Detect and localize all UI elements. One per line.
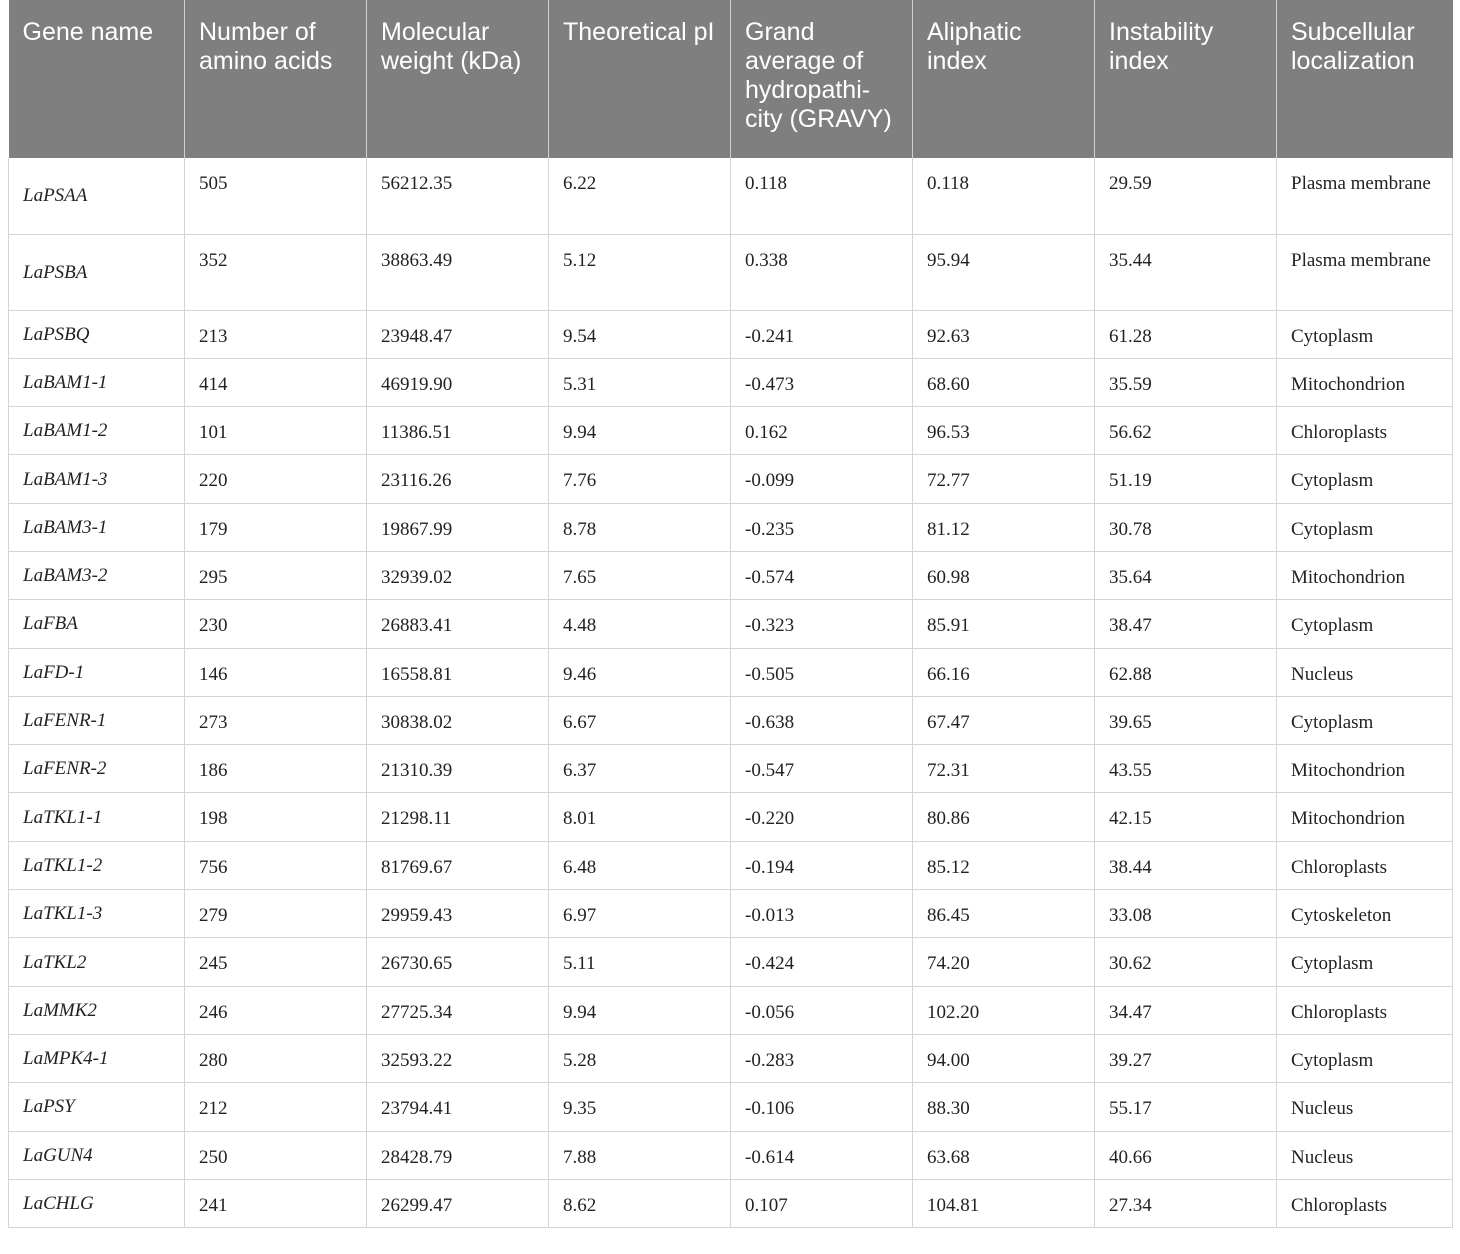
cell-gravy: -0.574 bbox=[731, 551, 913, 599]
cell-gene-name: LaFBA bbox=[9, 600, 185, 648]
cell-amino-acids: 352 bbox=[185, 234, 367, 310]
cell-instability-index: 27.34 bbox=[1095, 1179, 1277, 1227]
cell-theoretical-pi: 8.78 bbox=[549, 503, 731, 551]
cell-gravy: -0.241 bbox=[731, 310, 913, 358]
cell-amino-acids: 279 bbox=[185, 890, 367, 938]
cell-theoretical-pi: 5.31 bbox=[549, 358, 731, 406]
cell-aliphatic-index: 72.77 bbox=[913, 455, 1095, 503]
cell-aliphatic-index: 81.12 bbox=[913, 503, 1095, 551]
cell-molecular-weight: 11386.51 bbox=[367, 407, 549, 455]
cell-subcellular-localization: Mitochondrion bbox=[1277, 551, 1453, 599]
header-instability-index: Instability index bbox=[1095, 0, 1277, 158]
cell-subcellular-localization: Nucleus bbox=[1277, 1131, 1453, 1179]
cell-gravy: 0.118 bbox=[731, 158, 913, 234]
cell-gravy: -0.056 bbox=[731, 986, 913, 1034]
table-row bbox=[9, 841, 1453, 889]
cell-instability-index: 61.28 bbox=[1095, 310, 1277, 358]
header-gravy: Grand average of hydropathi-city (GRAVY) bbox=[731, 0, 913, 158]
table-row bbox=[9, 1179, 1453, 1227]
cell-gene-name: LaFD-1 bbox=[9, 648, 185, 696]
header-molecular-weight: Molecular weight (kDa) bbox=[367, 0, 549, 158]
cell-subcellular-localization: Cytoskeleton bbox=[1277, 890, 1453, 938]
cell-molecular-weight: 29959.43 bbox=[367, 890, 549, 938]
cell-theoretical-pi: 6.67 bbox=[549, 696, 731, 744]
cell-molecular-weight: 16558.81 bbox=[367, 648, 549, 696]
cell-gene-name: LaPSBA bbox=[9, 234, 185, 310]
cell-gene-name: LaBAM1-2 bbox=[9, 407, 185, 455]
cell-molecular-weight: 56212.35 bbox=[367, 158, 549, 234]
cell-gravy: -0.013 bbox=[731, 890, 913, 938]
cell-theoretical-pi: 6.97 bbox=[549, 890, 731, 938]
cell-theoretical-pi: 5.28 bbox=[549, 1034, 731, 1082]
cell-gravy: -0.614 bbox=[731, 1131, 913, 1179]
table-row bbox=[9, 234, 1453, 310]
cell-amino-acids: 179 bbox=[185, 503, 367, 551]
cell-instability-index: 35.59 bbox=[1095, 358, 1277, 406]
cell-instability-index: 43.55 bbox=[1095, 745, 1277, 793]
cell-molecular-weight: 26883.41 bbox=[367, 600, 549, 648]
cell-molecular-weight: 32939.02 bbox=[367, 551, 549, 599]
cell-theoretical-pi: 9.35 bbox=[549, 1083, 731, 1131]
cell-subcellular-localization: Plasma membrane bbox=[1277, 158, 1453, 234]
cell-aliphatic-index: 74.20 bbox=[913, 938, 1095, 986]
cell-gene-name: LaBAM1-1 bbox=[9, 358, 185, 406]
cell-subcellular-localization: Chloroplasts bbox=[1277, 986, 1453, 1034]
cell-aliphatic-index: 67.47 bbox=[913, 696, 1095, 744]
cell-amino-acids: 295 bbox=[185, 551, 367, 599]
cell-molecular-weight: 32593.22 bbox=[367, 1034, 549, 1082]
cell-instability-index: 29.59 bbox=[1095, 158, 1277, 234]
cell-gene-name: LaTKL2 bbox=[9, 938, 185, 986]
cell-gene-name: LaMPK4-1 bbox=[9, 1034, 185, 1082]
cell-subcellular-localization: Chloroplasts bbox=[1277, 1179, 1453, 1227]
cell-gravy: 0.107 bbox=[731, 1179, 913, 1227]
cell-gene-name: LaTKL1-2 bbox=[9, 841, 185, 889]
cell-subcellular-localization: Cytoplasm bbox=[1277, 310, 1453, 358]
table-row bbox=[9, 938, 1453, 986]
cell-subcellular-localization: Cytoplasm bbox=[1277, 1034, 1453, 1082]
table-row bbox=[9, 793, 1453, 841]
cell-gene-name: LaPSY bbox=[9, 1083, 185, 1131]
cell-gene-name: LaGUN4 bbox=[9, 1131, 185, 1179]
cell-amino-acids: 230 bbox=[185, 600, 367, 648]
cell-gravy: -0.099 bbox=[731, 455, 913, 503]
cell-aliphatic-index: 102.20 bbox=[913, 986, 1095, 1034]
table-row bbox=[9, 1034, 1453, 1082]
cell-theoretical-pi: 5.11 bbox=[549, 938, 731, 986]
cell-theoretical-pi: 9.94 bbox=[549, 407, 731, 455]
cell-subcellular-localization: Chloroplasts bbox=[1277, 841, 1453, 889]
cell-subcellular-localization: Cytoplasm bbox=[1277, 696, 1453, 744]
cell-gene-name: LaFENR-2 bbox=[9, 745, 185, 793]
table-row bbox=[9, 890, 1453, 938]
cell-aliphatic-index: 80.86 bbox=[913, 793, 1095, 841]
table-row bbox=[9, 1131, 1453, 1179]
cell-amino-acids: 414 bbox=[185, 358, 367, 406]
cell-instability-index: 33.08 bbox=[1095, 890, 1277, 938]
cell-molecular-weight: 81769.67 bbox=[367, 841, 549, 889]
cell-theoretical-pi: 9.46 bbox=[549, 648, 731, 696]
cell-instability-index: 62.88 bbox=[1095, 648, 1277, 696]
cell-molecular-weight: 46919.90 bbox=[367, 358, 549, 406]
table-row bbox=[9, 745, 1453, 793]
table-row bbox=[9, 310, 1453, 358]
table-row bbox=[9, 986, 1453, 1034]
header-subcellular-localization: Subcellular localization bbox=[1277, 0, 1453, 158]
cell-aliphatic-index: 88.30 bbox=[913, 1083, 1095, 1131]
cell-theoretical-pi: 6.22 bbox=[549, 158, 731, 234]
cell-subcellular-localization: Chloroplasts bbox=[1277, 407, 1453, 455]
table-row bbox=[9, 503, 1453, 551]
table-row bbox=[9, 648, 1453, 696]
cell-subcellular-localization: Cytoplasm bbox=[1277, 503, 1453, 551]
table-header-row bbox=[9, 0, 1453, 158]
cell-instability-index: 38.47 bbox=[1095, 600, 1277, 648]
cell-molecular-weight: 38863.49 bbox=[367, 234, 549, 310]
table-row bbox=[9, 1083, 1453, 1131]
cell-molecular-weight: 27725.34 bbox=[367, 986, 549, 1034]
cell-instability-index: 35.64 bbox=[1095, 551, 1277, 599]
cell-gene-name: LaTKL1-1 bbox=[9, 793, 185, 841]
cell-aliphatic-index: 63.68 bbox=[913, 1131, 1095, 1179]
cell-theoretical-pi: 9.94 bbox=[549, 986, 731, 1034]
cell-gene-name: LaMMK2 bbox=[9, 986, 185, 1034]
cell-theoretical-pi: 8.62 bbox=[549, 1179, 731, 1227]
cell-gravy: -0.505 bbox=[731, 648, 913, 696]
cell-subcellular-localization: Mitochondrion bbox=[1277, 745, 1453, 793]
cell-molecular-weight: 28428.79 bbox=[367, 1131, 549, 1179]
cell-theoretical-pi: 5.12 bbox=[549, 234, 731, 310]
cell-instability-index: 56.62 bbox=[1095, 407, 1277, 455]
cell-theoretical-pi: 4.48 bbox=[549, 600, 731, 648]
cell-aliphatic-index: 68.60 bbox=[913, 358, 1095, 406]
cell-gravy: -0.547 bbox=[731, 745, 913, 793]
cell-aliphatic-index: 96.53 bbox=[913, 407, 1095, 455]
cell-amino-acids: 250 bbox=[185, 1131, 367, 1179]
cell-subcellular-localization: Nucleus bbox=[1277, 648, 1453, 696]
cell-aliphatic-index: 92.63 bbox=[913, 310, 1095, 358]
cell-gene-name: LaPSAA bbox=[9, 158, 185, 234]
table-row bbox=[9, 407, 1453, 455]
cell-theoretical-pi: 7.88 bbox=[549, 1131, 731, 1179]
cell-gravy: -0.424 bbox=[731, 938, 913, 986]
cell-gravy: -0.283 bbox=[731, 1034, 913, 1082]
cell-amino-acids: 212 bbox=[185, 1083, 367, 1131]
cell-gravy: 0.162 bbox=[731, 407, 913, 455]
cell-instability-index: 55.17 bbox=[1095, 1083, 1277, 1131]
cell-theoretical-pi: 6.37 bbox=[549, 745, 731, 793]
cell-instability-index: 38.44 bbox=[1095, 841, 1277, 889]
cell-gravy: -0.106 bbox=[731, 1083, 913, 1131]
cell-instability-index: 30.62 bbox=[1095, 938, 1277, 986]
cell-instability-index: 39.65 bbox=[1095, 696, 1277, 744]
table-row bbox=[9, 600, 1453, 648]
gene-properties-table bbox=[8, 0, 1453, 1228]
cell-gravy: -0.638 bbox=[731, 696, 913, 744]
cell-subcellular-localization: Cytoplasm bbox=[1277, 938, 1453, 986]
cell-theoretical-pi: 7.65 bbox=[549, 551, 731, 599]
cell-molecular-weight: 26730.65 bbox=[367, 938, 549, 986]
cell-instability-index: 40.66 bbox=[1095, 1131, 1277, 1179]
cell-amino-acids: 213 bbox=[185, 310, 367, 358]
cell-aliphatic-index: 85.12 bbox=[913, 841, 1095, 889]
cell-amino-acids: 101 bbox=[185, 407, 367, 455]
cell-theoretical-pi: 7.76 bbox=[549, 455, 731, 503]
cell-aliphatic-index: 95.94 bbox=[913, 234, 1095, 310]
cell-amino-acids: 220 bbox=[185, 455, 367, 503]
cell-gene-name: LaTKL1-3 bbox=[9, 890, 185, 938]
header-amino-acids: Number of amino acids bbox=[185, 0, 367, 158]
cell-subcellular-localization: Nucleus bbox=[1277, 1083, 1453, 1131]
cell-amino-acids: 246 bbox=[185, 986, 367, 1034]
cell-molecular-weight: 26299.47 bbox=[367, 1179, 549, 1227]
cell-aliphatic-index: 0.118 bbox=[913, 158, 1095, 234]
cell-instability-index: 42.15 bbox=[1095, 793, 1277, 841]
table-row bbox=[9, 696, 1453, 744]
header-theoretical-pi: Theoretical pI bbox=[549, 0, 731, 158]
table-row bbox=[9, 551, 1453, 599]
cell-molecular-weight: 30838.02 bbox=[367, 696, 549, 744]
cell-molecular-weight: 23116.26 bbox=[367, 455, 549, 503]
cell-aliphatic-index: 85.91 bbox=[913, 600, 1095, 648]
cell-subcellular-localization: Plasma membrane bbox=[1277, 234, 1453, 310]
cell-gravy: -0.194 bbox=[731, 841, 913, 889]
cell-gene-name: LaCHLG bbox=[9, 1179, 185, 1227]
cell-gravy: -0.235 bbox=[731, 503, 913, 551]
cell-gravy: -0.220 bbox=[731, 793, 913, 841]
cell-aliphatic-index: 60.98 bbox=[913, 551, 1095, 599]
table-row bbox=[9, 358, 1453, 406]
cell-amino-acids: 505 bbox=[185, 158, 367, 234]
cell-amino-acids: 280 bbox=[185, 1034, 367, 1082]
cell-subcellular-localization: Mitochondrion bbox=[1277, 793, 1453, 841]
cell-gene-name: LaBAM3-2 bbox=[9, 551, 185, 599]
cell-molecular-weight: 21310.39 bbox=[367, 745, 549, 793]
cell-amino-acids: 241 bbox=[185, 1179, 367, 1227]
cell-molecular-weight: 23948.47 bbox=[367, 310, 549, 358]
cell-instability-index: 30.78 bbox=[1095, 503, 1277, 551]
cell-theoretical-pi: 6.48 bbox=[549, 841, 731, 889]
cell-amino-acids: 273 bbox=[185, 696, 367, 744]
table-row bbox=[9, 455, 1453, 503]
cell-amino-acids: 186 bbox=[185, 745, 367, 793]
cell-molecular-weight: 19867.99 bbox=[367, 503, 549, 551]
cell-instability-index: 51.19 bbox=[1095, 455, 1277, 503]
cell-gene-name: LaFENR-1 bbox=[9, 696, 185, 744]
cell-gene-name: LaBAM1-3 bbox=[9, 455, 185, 503]
cell-gene-name: LaPSBQ bbox=[9, 310, 185, 358]
cell-amino-acids: 756 bbox=[185, 841, 367, 889]
header-gene-name: Gene name bbox=[9, 0, 185, 158]
cell-aliphatic-index: 104.81 bbox=[913, 1179, 1095, 1227]
cell-gravy: -0.323 bbox=[731, 600, 913, 648]
table-body bbox=[9, 158, 1453, 1228]
cell-subcellular-localization: Cytoplasm bbox=[1277, 600, 1453, 648]
cell-theoretical-pi: 9.54 bbox=[549, 310, 731, 358]
cell-gravy: -0.473 bbox=[731, 358, 913, 406]
cell-subcellular-localization: Cytoplasm bbox=[1277, 455, 1453, 503]
cell-aliphatic-index: 66.16 bbox=[913, 648, 1095, 696]
cell-amino-acids: 245 bbox=[185, 938, 367, 986]
cell-amino-acids: 146 bbox=[185, 648, 367, 696]
cell-instability-index: 35.44 bbox=[1095, 234, 1277, 310]
header-aliphatic-index: Aliphatic index bbox=[913, 0, 1095, 158]
cell-amino-acids: 198 bbox=[185, 793, 367, 841]
table-row bbox=[9, 158, 1453, 234]
cell-theoretical-pi: 8.01 bbox=[549, 793, 731, 841]
cell-aliphatic-index: 86.45 bbox=[913, 890, 1095, 938]
cell-aliphatic-index: 72.31 bbox=[913, 745, 1095, 793]
cell-molecular-weight: 21298.11 bbox=[367, 793, 549, 841]
cell-instability-index: 39.27 bbox=[1095, 1034, 1277, 1082]
cell-instability-index: 34.47 bbox=[1095, 986, 1277, 1034]
cell-molecular-weight: 23794.41 bbox=[367, 1083, 549, 1131]
cell-gravy: 0.338 bbox=[731, 234, 913, 310]
cell-subcellular-localization: Mitochondrion bbox=[1277, 358, 1453, 406]
cell-gene-name: LaBAM3-1 bbox=[9, 503, 185, 551]
cell-aliphatic-index: 94.00 bbox=[913, 1034, 1095, 1082]
